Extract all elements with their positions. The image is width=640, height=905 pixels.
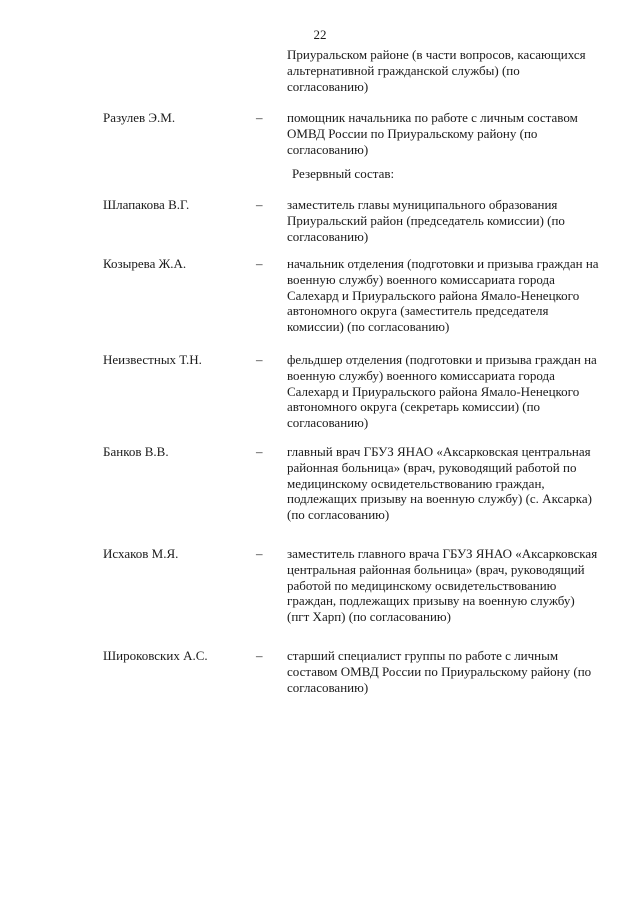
member-description: начальник отделения (подготовки и призыва граждан на военную службу) военного комиссариата города Салехард и Приуральского района Ямало-Ненецкого автономного округа (заместитель председателя комиссии) (по согласованию) — [287, 256, 599, 335]
member-description: заместитель главного врача ГБУЗ ЯНАО «Аксарковская центральная районная больница» (врач, руководящий работой по медицинскому освидетельствованию граждан, подлежащих призыву на военную службу) (пгт Харп) (по согласованию) — [287, 546, 598, 625]
member-dash: – — [256, 197, 263, 212]
member-dash: – — [256, 110, 263, 125]
member-name: Исхаков М.Я. — [103, 546, 179, 561]
member-name: Неизвестных Т.Н. — [103, 352, 202, 367]
member-dash: – — [256, 256, 263, 271]
member-dash: – — [256, 352, 263, 367]
member-description: помощник начальника по работе с личным составом ОМВД России по Приуральскому району (по согласованию) — [287, 110, 578, 157]
member-dash: – — [256, 444, 263, 459]
member-description: заместитель главы муниципального образования Приуральский район (председатель комиссии) (по согласованию) — [287, 197, 565, 244]
continuation-text: Приуральском районе (в части вопросов, касающихся альтернативной гражданской службы) (по согласованию) — [287, 47, 586, 94]
member-description: главный врач ГБУЗ ЯНАО «Аксарковская центральная районная больница» (врач, руководящий работой по медицинскому освидетельствованию граждан, подлежащих призыву на военную службу) (с. Аксарка) (по согласованию) — [287, 444, 592, 523]
member-name: Козырева Ж.А. — [103, 256, 187, 271]
member-description: старший специалист группы по работе с личным составом ОМВД России по Приуральскому району (по согласованию) — [287, 648, 592, 695]
member-description: фельдшер отделения (подготовки и призыва граждан на военную службу) военного комиссариата города Салехард и Приуральского района Ямало-Ненецкого автономного округа (секретарь комиссии) (по согласованию) — [287, 352, 597, 431]
member-name: Широковских А.С. — [103, 648, 208, 663]
reserve-heading: Резервный состав: — [292, 166, 395, 181]
member-name: Банков В.В. — [103, 444, 169, 459]
page-number: 22 — [313, 27, 327, 42]
member-dash: – — [256, 546, 263, 561]
member-dash: – — [256, 648, 263, 663]
member-name: Шлапакова В.Г. — [103, 197, 190, 212]
member-name: Разулев Э.М. — [103, 110, 176, 125]
